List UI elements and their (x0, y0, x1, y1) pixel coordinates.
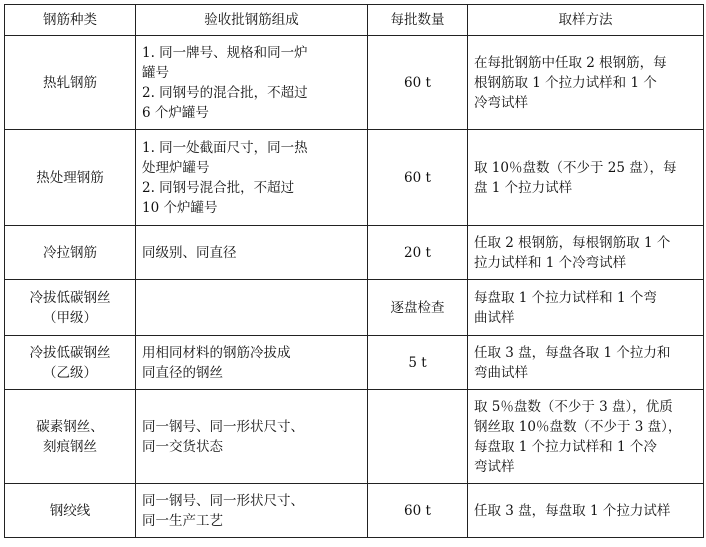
cell-quantity: 60 t (368, 36, 468, 130)
cell-method (468, 390, 704, 484)
table-row (5, 36, 704, 130)
cell-composition (136, 280, 368, 336)
cell-method (468, 130, 704, 226)
table-row (5, 130, 704, 226)
type-line: 冷拉钢筋 (43, 244, 97, 261)
method-line: 任取 3 盘，每盘各取 1 个拉力和 (474, 344, 671, 361)
table-header-row (5, 5, 704, 36)
cell-quantity (368, 390, 468, 484)
composition-line: 同一交货状态 (142, 438, 223, 455)
cell-composition (136, 484, 368, 538)
method-line: 拉力试样和 1 个冷弯试样 (474, 254, 627, 271)
cell-composition (136, 36, 368, 130)
type-line: （乙级） (43, 364, 97, 381)
method-line: 根钢筋取 1 个拉力试样和 1 个 (474, 74, 657, 91)
method-line: 弯曲试样 (474, 364, 528, 381)
composition-line: 用相同材料的钢筋冷拔成 (142, 344, 291, 361)
method-line: 每盘取 1 个拉力试样和 1 个弯 (474, 289, 657, 306)
cell-quantity: 60 t (368, 130, 468, 226)
composition-line: 同级别、同直径 (142, 244, 237, 261)
method-line: 任取 3 盘，每盘取 1 个拉力试样 (474, 502, 671, 519)
table-row (5, 484, 704, 538)
composition-line: 2. 同钢号混合批，不超过 (142, 179, 295, 196)
cell-type (5, 390, 136, 484)
cell-composition (136, 336, 368, 390)
composition-line: 6 个炉罐号 (142, 104, 209, 121)
composition-line: 同一钢号、同一形状尺寸、 (142, 418, 304, 435)
cell-quantity: 逐盘检查 (368, 280, 468, 336)
composition-line: 同一生产工艺 (142, 512, 223, 529)
method-line: 弯试样 (474, 458, 515, 475)
composition-line: 罐号 (142, 64, 169, 81)
header-method: 取样方法 (468, 5, 704, 36)
cell-quantity: 60 t (368, 484, 468, 538)
type-line: 冷拔低碳钢丝 (29, 344, 111, 361)
composition-line: 2. 同钢号的混合批，不超过 (142, 84, 308, 101)
cell-type (5, 36, 136, 130)
cell-type (5, 280, 136, 336)
header-quantity: 每批数量 (368, 5, 468, 36)
table-row (5, 226, 704, 280)
composition-line: 1. 同一处截面尺寸，同一热 (142, 139, 308, 156)
cell-composition (136, 390, 368, 484)
type-line: 热处理钢筋 (36, 169, 104, 186)
composition-line: 处理炉罐号 (142, 159, 210, 176)
method-line: 冷弯试样 (474, 94, 528, 111)
method-line: 钢丝取 10％盘数（不少于 3 盘）， (474, 418, 682, 435)
type-line: 钢绞线 (49, 502, 91, 519)
composition-line: 10 个炉罐号 (142, 199, 218, 216)
cell-quantity: 20 t (368, 226, 468, 280)
method-line: 取 10％盘数（不少于 25 盘），每 (474, 159, 677, 176)
type-line: （甲级） (43, 309, 97, 326)
method-line: 曲试样 (474, 309, 515, 326)
composition-line: 同一钢号、同一形状尺寸、 (142, 492, 304, 509)
method-line: 在每批钢筋中任取 2 根钢筋，每 (474, 54, 667, 71)
table-row (5, 390, 704, 484)
table-row (5, 336, 704, 390)
cell-quantity: 5 t (368, 336, 468, 390)
cell-composition (136, 226, 368, 280)
cell-method (468, 36, 704, 130)
method-line: 每盘取 1 个拉力试样和 1 个冷 (474, 438, 657, 455)
cell-type (5, 484, 136, 538)
rebar-sampling-table (4, 4, 704, 538)
composition-line: 同直径的钢丝 (142, 364, 223, 381)
cell-type (5, 130, 136, 226)
header-type: 钢筋种类 (5, 5, 136, 36)
type-line: 刻痕钢丝 (43, 438, 97, 455)
cell-method (468, 484, 704, 538)
method-line: 任取 2 根钢筋，每根钢筋取 1 个 (474, 234, 671, 251)
table-row (5, 280, 704, 336)
type-line: 热轧钢筋 (43, 74, 97, 91)
method-line: 盘 1 个拉力试样 (474, 179, 573, 196)
cell-method (468, 336, 704, 390)
type-line: 冷拔低碳钢丝 (29, 289, 111, 306)
cell-method (468, 226, 704, 280)
method-line: 取 5％盘数（不少于 3 盘），优质 (474, 398, 673, 415)
cell-composition (136, 130, 368, 226)
cell-type (5, 226, 136, 280)
cell-type (5, 336, 136, 390)
cell-method (468, 280, 704, 336)
header-composition: 验收批钢筋组成 (136, 5, 368, 36)
composition-line: 1. 同一牌号、规格和同一炉 (142, 44, 308, 61)
type-line: 碳素钢丝、 (36, 418, 104, 435)
